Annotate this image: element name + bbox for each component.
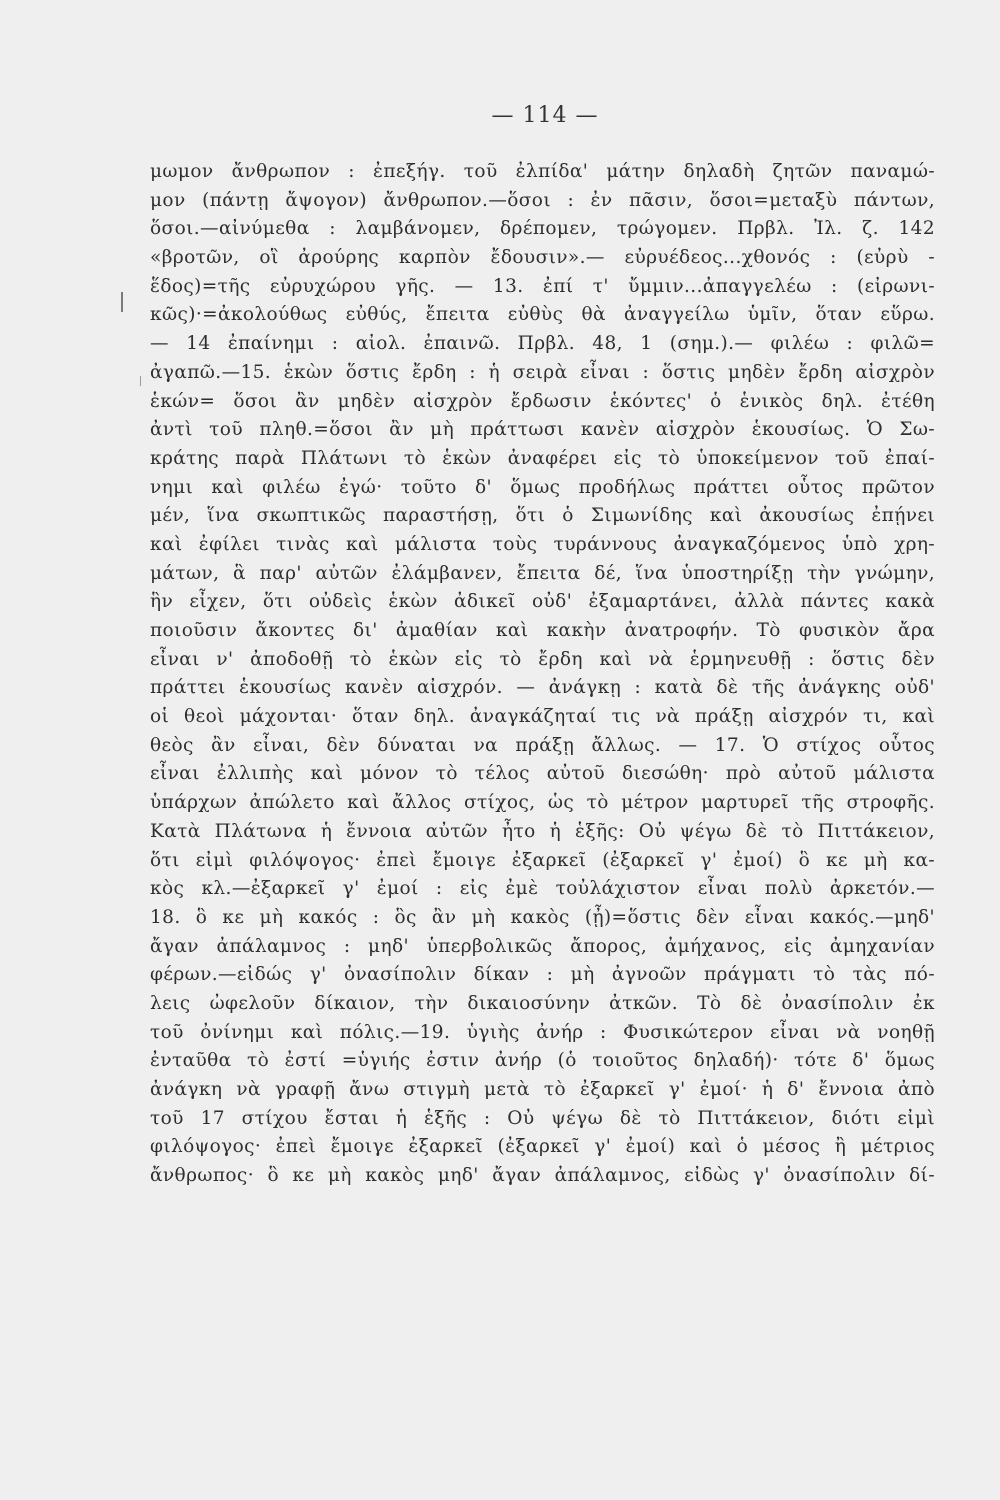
text-line: ἑκών= ὅσοι ἂν μηδὲν αἰσχρὸν ἔρδωσιν ἑκόντες' ὁ ἑνικὸς δηλ. ἐτέθη [150,390,935,412]
text-line: Κατὰ Πλάτωνα ἡ ἔννοια αὐτῶν ἦτο ἡ ἑξῆς: Οὐ ψέγω δὲ τὸ Πιττάκειον, [150,820,935,842]
text-line: εἶναι ἐλλιπὴς καὶ μόνον τὸ τέλος αὐτοῦ διεσώθη· πρὸ αὐτοῦ μάλιστα [150,763,935,785]
commentary-text [150,158,935,1191]
text-line: ὑπάρχων ἀπώλετο καὶ ἄλλος στίχος, ὡς τὸ μέτρον μαρτυρεῖ τῆς στροφῆς. [150,792,935,814]
text-line: ἀνάγκη νὰ γραφῇ ἄνω στιγμὴ μετὰ τὸ ἐξαρκεῖ γ' ἐμοί· ἡ δ' ἔννοια ἀπὸ [150,1079,935,1100]
text-line: «βροτῶν, οἳ ἀρούρης καρπὸν ἔδουσιν».— εὐρυέδεος...χθονός : (εὐρὺ - [150,247,935,269]
text-line: μωμον ἄνθρωπον : ἐπεξήγ. τοῦ ἐλπίδα' μάτην δηλαδὴ ζητῶν παναμώ- [150,161,935,182]
margin-mark [140,376,141,386]
text-line: ποιοῦσιν ἄκοντες δι' ἀμαθίαν καὶ κακὴν ἀνατροφήν. Τὸ φυσικὸν ἄρα [150,620,935,641]
text-line: κὸς κλ.—ἐξαρκεῖ γ' ἐμοί : εἰς ἐμὲ τοὐλάχιστον εἶναι πολὺ ἀρκετόν.— [150,878,935,900]
text-line: ὅσοι.—αἰνύμεθα : λαμβάνομεν, δρέπομεν, τρώγομεν. Πρβλ. Ἰλ. ζ. 142 [150,218,935,240]
text-line: νημι καὶ φιλέω ἐγώ· τοῦτο δ' ὅμως προδήλως πράττει οὗτος πρῶτον [150,476,935,498]
text-line: οἱ θεοὶ μάχονται· ὅταν δηλ. ἀναγκάζηταί τις νὰ πράξῃ αἰσχρόν τι, καὶ [150,706,935,728]
text-line: ἀγαπῶ.—15. ἑκὼν ὅστις ἔρδη : ἡ σειρὰ εἶναι : ὅστις μηδὲν ἔρδη αἰσχρὸν [150,361,935,383]
text-line: — 14 ἐπαίνημι : αἰολ. ἐπαινῶ. Πρβλ. 48, 1 (σημ.).— φιλέω : φιλῶ= [150,333,935,355]
text-line: ἣν εἶχεν, ὅτι οὐδεὶς ἑκὼν ἀδικεῖ οὐδ' ἐξαμαρτάνει, ἀλλὰ πάντες κακὰ [150,591,935,613]
text-line: κράτης παρὰ Πλάτωνι τὸ ἑκὼν ἀναφέρει εἰς τὸ ὑποκείμενον τοῦ ἐπαί- [150,447,935,469]
text-line: εἶναι ν' ἀποδοθῇ τὸ ἑκὼν εἰς τὸ ἔρδη καὶ νὰ ἑρμηνευθῇ : ὅστις δὲν [150,648,935,670]
text-line: μον (πάντῃ ἄψογον) ἄνθρωπον.—ὅσοι : ἐν πᾶσιν, ὅσοι=μεταξὺ πάντων, [150,189,935,211]
text-line: ἐνταῦθα τὸ ἐστί =ὑγιής ἐστιν ἀνήρ (ὁ τοιοῦτος δηλαδή)· τότε δ' ὅμως [150,1050,935,1072]
text-line: θεὸς ἂν εἶναι, δὲν δύναται να πράξῃ ἄλλως. — 17. Ὁ στίχος οὗτος [150,734,935,756]
text-line: καὶ ἐφίλει τινὰς καὶ μάλιστα τοὺς τυράννους ἀναγκαζόμενος ὑπὸ χρη- [150,533,935,555]
text-line: πράττει ἑκουσίως κανὲν αἰσχρόν. — ἀνάγκῃ : κατὰ δὲ τῆς ἀνάγκης οὐδ' [150,677,935,699]
text-line: ἄγαν ἀπάλαμνος : μηδ' ὑπερβολικῶς ἄπορος, ἀμήχανος, εἰς ἀμηχανίαν [150,935,935,957]
margin-mark [121,292,123,312]
text-line: μάτων, ἃ παρ' αὐτῶν ἐλάμβανεν, ἔπειτα δέ, ἵνα ὑποστηρίξῃ τὴν γνώμην, [150,562,935,584]
text-line: φιλόψογος· ἐπεὶ ἔμοιγε ἐξαρκεῖ (ἐξαρκεῖ γ' ἐμοί) καὶ ὁ μέσος ἢ μέτριος [150,1136,935,1158]
text-line: μέν, ἵνα σκωπτικῶς παραστήσῃ, ὅτι ὁ Σιμωνίδης καὶ ἀκουσίως ἐπῄνει [150,505,935,527]
text-line: φέρων.—εἰδώς γ' ὀνασίπολιν δίκαν : μὴ ἀγνοῶν πράγματι τὸ τὰς πό- [150,964,935,986]
text-line: τοῦ 17 στίχου ἔσται ἡ ἑξῆς : Οὐ ψέγω δὲ τὸ Πιττάκειον, διότι εἰμὶ [150,1107,935,1129]
text-line: λεις ὠφελοῦν δίκαιον, τὴν δικαιοσύνην ἀτκῶν. Τὸ δὲ ὀνασίπολιν ἐκ [150,992,935,1014]
text-line: ἄνθρωπος· ὃ κε μὴ κακὸς μηδ' ἄγαν ἀπάλαμνος, εἰδὼς γ' ὀνασίπολιν δί- [150,1165,935,1187]
text-line: ὅτι εἰμὶ φιλόψογος· ἐπεὶ ἔμοιγε ἐξαρκεῖ (ἐξαρκεῖ γ' ἐμοί) ὃ κε μὴ κα- [150,849,935,871]
text-line: ἕδος)=τῆς εὐρυχώρου γῆς. — 13. ἐπί τ' ὔμμιν...ἀπαγγελέω : (εἰρωνι- [150,275,935,297]
text-line: κῶς)·=ἀκολούθως εὐθύς, ἔπειτα εὐθὺς θὰ ἀναγγείλω ὑμῖν, ὅταν εὕρω. [150,304,935,326]
text-line: ἀντὶ τοῦ πληθ.=ὅσοι ἂν μὴ πράττωσι κανὲν αἰσχρὸν ἑκουσίως. Ὁ Σω- [150,419,935,441]
page-number: — 114 — [491,103,599,128]
text-line: 18. ὃ κε μὴ κακός : ὃς ἂν μὴ κακὸς (ᾖ)=ὅστις δὲν εἶναι κακός.—μηδ' [150,906,935,928]
text-line: τοῦ ὀνίνημι καὶ πόλις.—19. ὑγιὴς ἀνήρ : Φυσικώτερον εἶναι νὰ νοηθῇ [150,1021,935,1043]
